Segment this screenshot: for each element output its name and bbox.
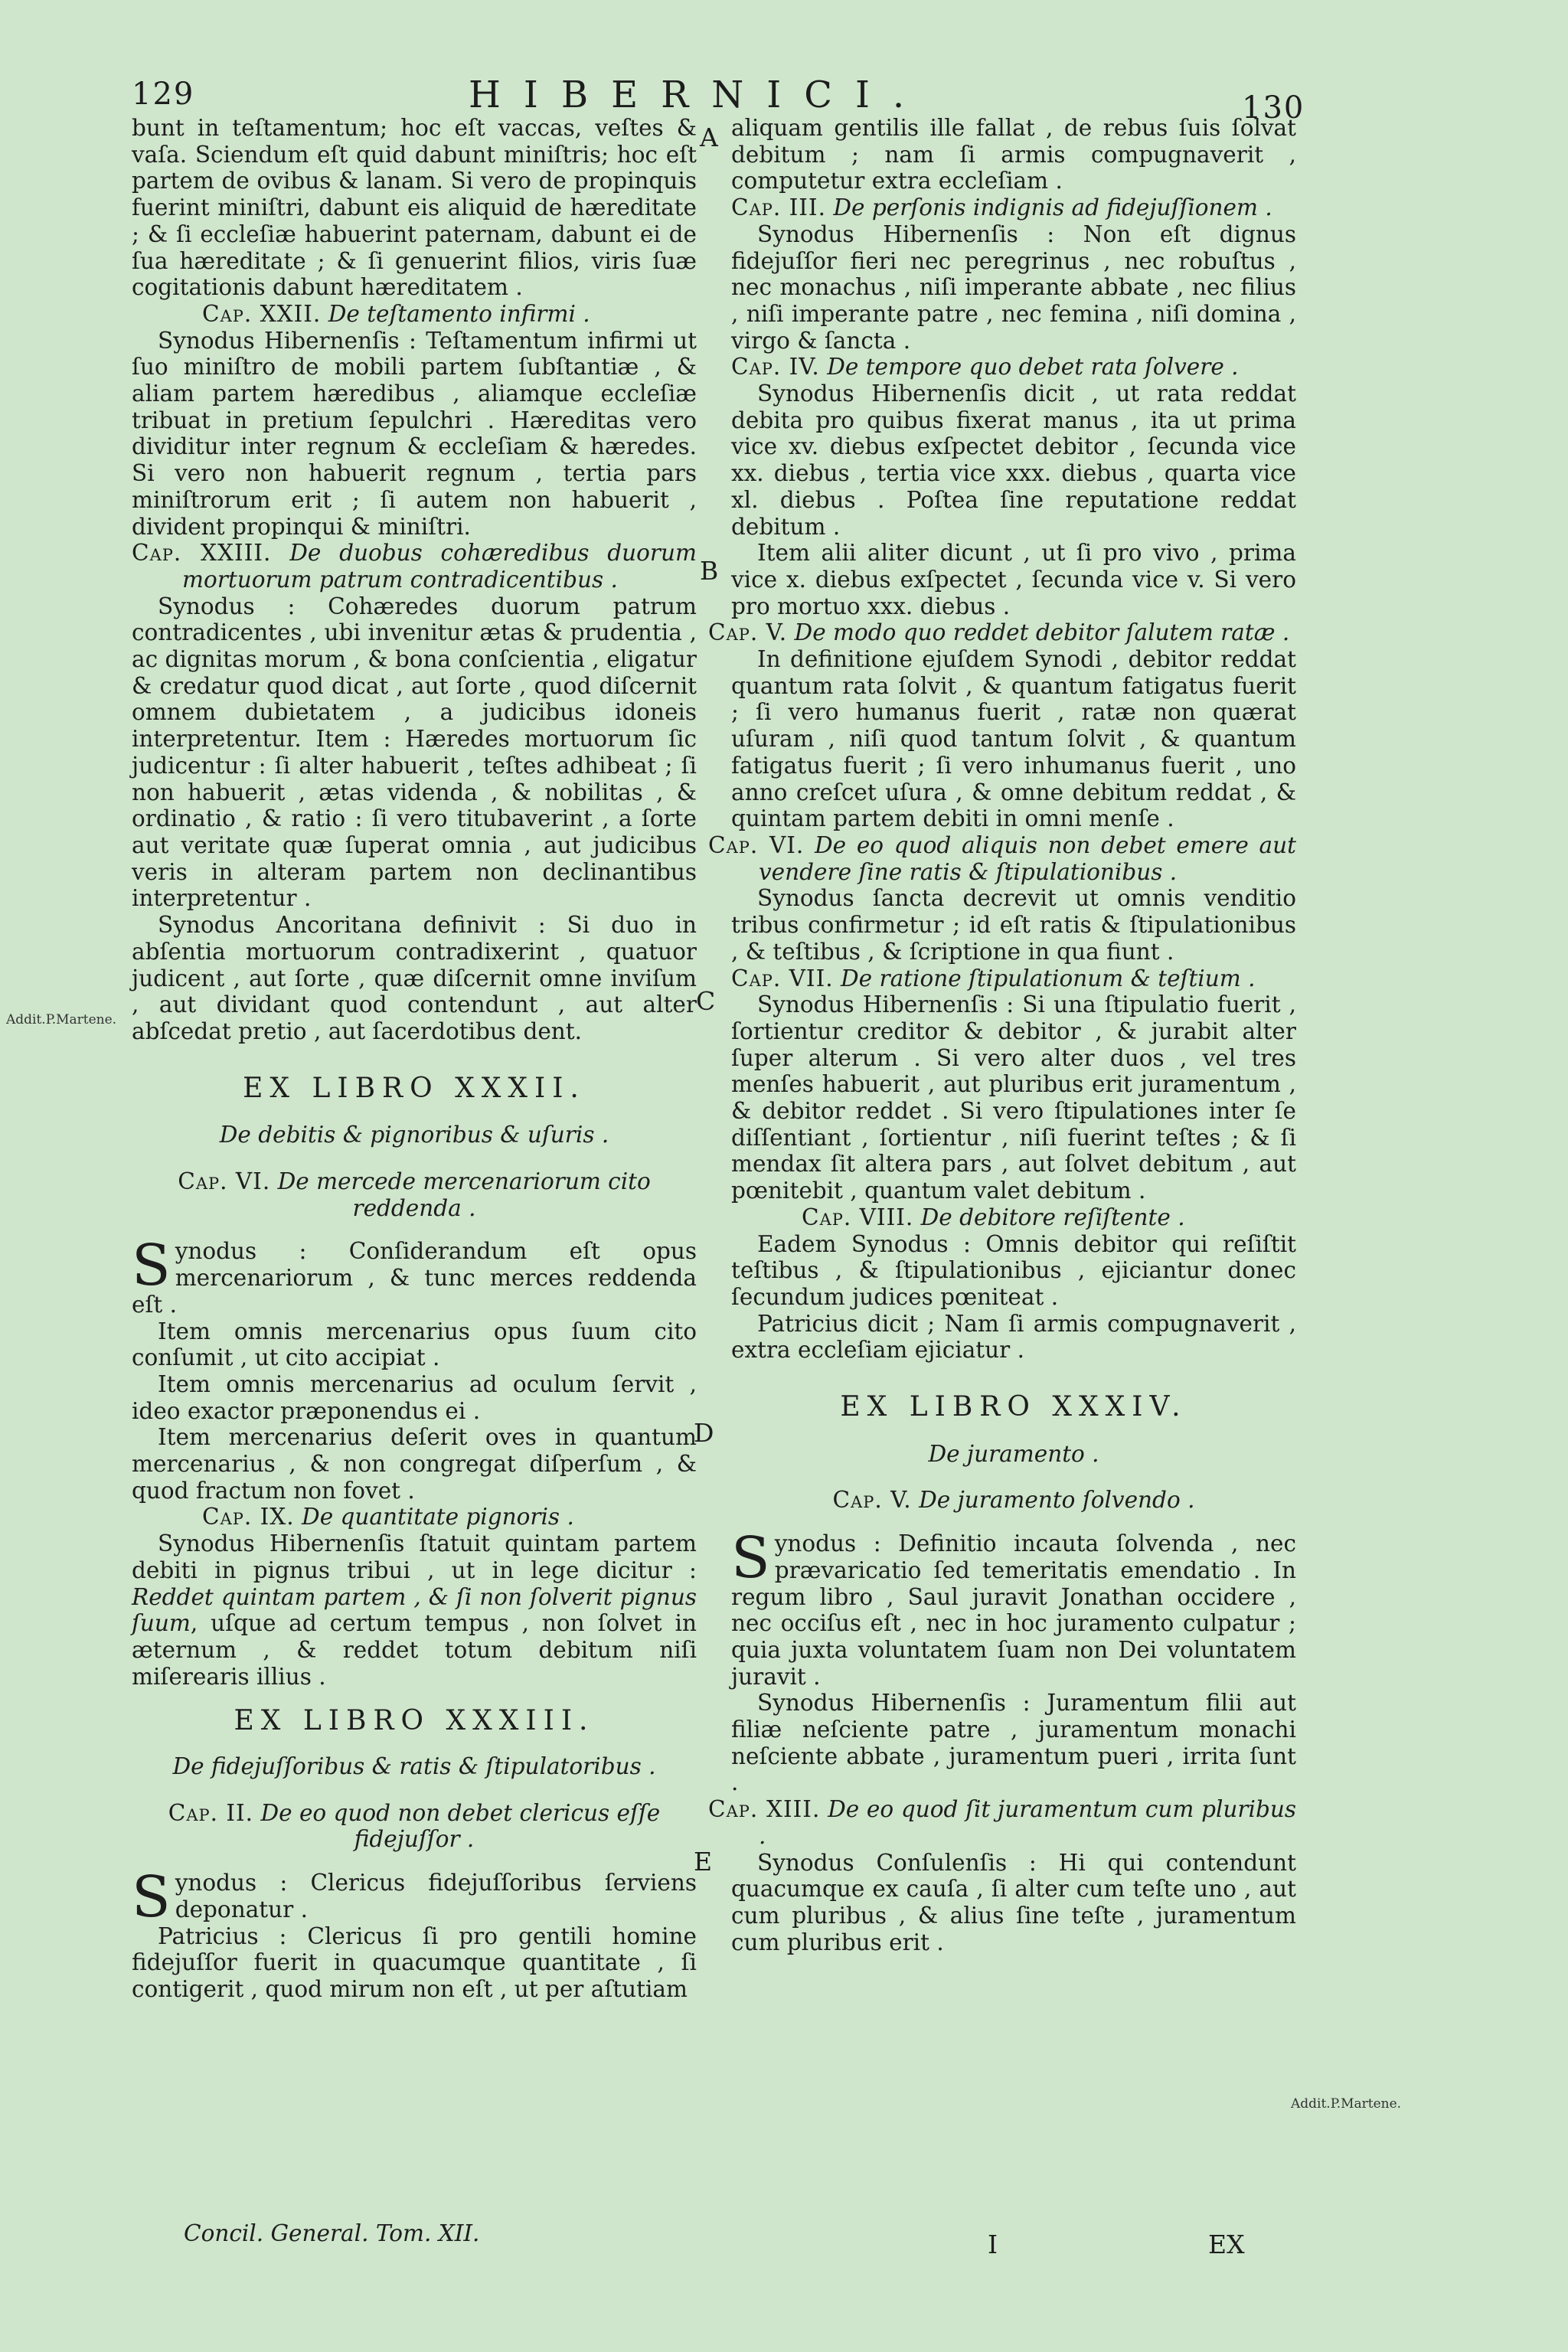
chapter-title: De teſtamento infirmi .	[328, 300, 590, 327]
chapter-heading	[132, 1800, 697, 1853]
chapter-heading	[132, 301, 697, 328]
paragraph: Item omnis mercenarius opus ſuum cito conſumit , ut cito accipiat .	[132, 1318, 697, 1371]
chapter-label: Cap. V.	[832, 1487, 912, 1514]
paragraph: Synodus Hibernenſis : Juramentum filii aut filiæ neſciente patre , juramentum monachi neſciente abbate , juramentum pueri , irrita ſunt .	[731, 1690, 1296, 1796]
margin-note-right: Addit.P.Martene.	[1291, 2096, 1402, 2112]
paragraph: Item mercenarius deſerit oves in quantum mercenarius , & non congregat diſperſum , & quod fractum non fovet .	[132, 1424, 697, 1504]
chapter-label: Cap. VI.	[708, 831, 805, 858]
paragraph	[132, 1530, 697, 1690]
chapter-heading	[708, 619, 1296, 646]
paragraph: Patricius dicit ; Nam ſi armis compugnaverit , extra eccleſiam ejiciatur .	[731, 1310, 1296, 1364]
chapter-heading	[731, 1204, 1296, 1231]
margin-note-left: Addit.P.Martene.	[6, 1012, 117, 1027]
paragraph: Item omnis mercenarius ad oculum ſervit , ideo exactor præponendus ei .	[132, 1370, 697, 1424]
section-marker-e: E	[694, 1847, 713, 1877]
chapter-heading	[132, 1168, 697, 1221]
chapter-title: De eo quod ſit juramentum cum pluribus .	[759, 1796, 1296, 1849]
right-column	[708, 115, 1296, 1955]
chapter-label: Cap. VIII.	[802, 1204, 914, 1230]
chapter-heading	[731, 1487, 1296, 1514]
paragraph-initial: Synodus : Definitio incauta ſolvenda , nec prævaricatio ſed temeritatis emendatio . In regum libro , Saul juravit Jonathan occidere , nec occiſus eſt , nec in hoc juramento culpatur ; quia juxta voluntatem ſuam non Dei voluntatem juravit .	[731, 1525, 1296, 1690]
paragraph: In definitione ejuſdem Synodi , debitor reddat quantum rata ſolvit , & quantum fatigatus fuerit ; ſi vero humanus fuerit , ratæ non quærat uſuram , niſi quod tantum ſolvit , & quantum fatigatus fuerit ; ſi vero inhumanus fuerit , uno anno creſcet uſura , & omne debitum reddat , & quintam partem debiti in omni menſe .	[731, 646, 1296, 832]
book-heading: EX LIBRO XXXIV.	[840, 1391, 1187, 1423]
chapter-heading	[731, 194, 1296, 221]
paragraph: Patricius : Clericus ſi pro gentili homine fidejuſſor fuerit in quacumque quantitate , ſi contigerit , quod mirum non eſt , ut per aſtutiam	[132, 1922, 697, 2002]
running-title: HIBERNICI.	[469, 74, 928, 116]
chapter-heading	[731, 965, 1296, 992]
section-marker-d: D	[694, 1418, 714, 1448]
book-heading: EX LIBRO XXXIII.	[234, 1705, 595, 1737]
section-marker-c: C	[696, 986, 716, 1016]
chapter-label: Cap. III.	[731, 194, 826, 221]
paragraph: Synodus Conſulenſis : Hi qui contendunt quacumque ex cauſa , ſi alter cum teſte uno , aut cum pluribus , & alius ſine teſte , juramentum cum pluribus erit .	[731, 1849, 1296, 1955]
chapter-title: De ratione ſtipulationum & teſtium .	[841, 965, 1256, 991]
signature-mark: I	[988, 2230, 998, 2259]
section-marker-a: A	[700, 122, 718, 152]
chapter-title: De modo quo reddet debitor ſalutem ratæ .	[794, 619, 1290, 646]
paragraph: Item alii aliter dicunt , ut ſi pro vivo , prima vice x. diebus exſpectet , ſecunda vice v. Si vero pro mortuo xxx. diebus .	[731, 540, 1296, 619]
catchword: EX	[1208, 2230, 1245, 2259]
chapter-heading	[708, 831, 1296, 885]
chapter-heading	[132, 1504, 697, 1530]
section-marker-b: B	[700, 556, 719, 586]
chapter-heading	[731, 354, 1296, 381]
chapter-label: Cap. XXIII.	[132, 540, 272, 567]
chapter-title: De perſonis indignis ad fidejuſſionem .	[833, 194, 1272, 221]
chapter-label: Cap. VI.	[178, 1168, 271, 1195]
book-subtitle: De debitis & pignoribus & uſuris .	[219, 1122, 609, 1148]
text-run: Synodus Hibernenſis ſtatuit quintam partem debiti in pignus tribui , ut in lege dicitur :	[132, 1530, 697, 1583]
paragraph-initial: Synodus : Conſiderandum eſt opus mercenariorum , & tunc merces reddenda eſt .	[132, 1233, 697, 1318]
chapter-title: De eo quod non debet clericus eſſe fidejuſſor .	[260, 1799, 661, 1853]
paragraph: Synodus ſancta decrevit ut omnis venditio tribus confirmetur ; id eſt ratis & ſtipulationibus , & teſtibus , & ſcriptione in qua fiunt .	[731, 885, 1296, 965]
paragraph: Synodus Ancoritana definivit : Si duo in abſentia mortuorum contradixerint , quatuor judicent , aut ſorte , quæ diſcernit omne inviſum , aut dividant quod contendunt , aut alter abſcedat pretio , aut ſacerdotibus dent.	[132, 912, 697, 1044]
chapter-heading	[708, 1796, 1296, 1849]
paragraph: Eadem Synodus : Omnis debitor qui reſiſtit teſtibus , & ſtipulationibus , ejiciantur donec ſecundum judices pœniteat .	[731, 1230, 1296, 1310]
chapter-title: De debitore reſiſtente .	[920, 1204, 1185, 1230]
chapter-label: Cap. IX.	[202, 1504, 295, 1530]
book-subtitle: De fidejuſſoribus & ratis & ſtipulatoribus .	[172, 1753, 656, 1780]
chapter-title: De mercede mercenariorum cito reddenda .	[277, 1168, 651, 1221]
paragraph: Synodus : Cohæredes duorum patrum contradicentes , ubi invenitur ætas & prudentia , ac dignitas morum , & bona conſcientia , eligatur & credatur quod dicat , aut ſorte , quod diſcernit omnem dubietatem , a judicibus idoneis interpretentur. Item : Hæredes mortuorum ſic judicentur : ſi alter habuerit , teſtes adhibeat ; ſi non habuerit , ætas videnda , & nobilitas , & ordinatio , & ratio : ſi vero titubaverint , a ſorte aut veritate quæ ſuperat omnia , aut judicibus veris in alteram partem non declinantibus interpretentur .	[132, 593, 697, 912]
paragraph: Synodus Hibernenſis : Non eſt dignus fidejuſſor fieri nec peregrinus , nec robuſtus , nec monachus , niſi imperante abbate , nec filius , niſi imperante patre , nec femina , niſi domina , virgo & ſancta .	[731, 220, 1296, 354]
paragraph: aliquam gentilis ille fallat , de rebus ſuis ſolvat debitum ; nam ſi armis compugnaverit , computetur extra eccleſiam .	[731, 115, 1296, 194]
chapter-label: Cap. IV.	[731, 354, 820, 381]
paragraph: bunt in teſtamentum; hoc eſt vaccas, veſtes & vaſa. Sciendum eſt quid dabunt miniſtris; hoc eſt partem de ovibus & lanam. Si vero de propinquis fuerint miniſtri, dabunt eis aliquid de hæreditate ; & ſi eccleſiæ habuerint paternam, dabunt ei de ſua hæreditate ; & ſi genuerint filios, viris ſuæ cogitationis dabunt hæreditatem .	[132, 115, 697, 301]
chapter-label: Cap. V.	[708, 619, 788, 646]
paragraph-initial: Synodus : Clericus fidejuſſoribus ſerviens deponatur .	[132, 1864, 697, 1931]
left-column	[132, 115, 697, 2003]
book-subtitle: De juramento .	[928, 1440, 1099, 1467]
chapter-heading	[132, 540, 697, 593]
chapter-title: De quantitate pignoris .	[302, 1504, 574, 1530]
quotation: Reddet quintam partem , & ſi non ſolverit pignus ſuum	[132, 1583, 697, 1637]
page-number-left: 129	[132, 77, 195, 112]
book-heading: EX LIBRO XXXII.	[243, 1072, 586, 1104]
paragraph: Synodus Hibernenſis : Si una ſtipulatio fuerit , ſortientur creditor & debitor , & jurabit alter ſuper alterum . Si vero alter duos , vel tres menſes habuerit , aut pluribus erit juramentum , & debitor reddet . Si vero ſtipulationes inter ſe diſſentiant , ſortientur , niſi fuerint teſtes ; & ſi mendax ſit altera pars , aut ſolvet debitum , aut pœnitebit , quantum valet debitum .	[731, 991, 1296, 1204]
chapter-label: Cap. XIII.	[708, 1796, 821, 1823]
paragraph: Synodus Hibernenſis : Teſtamentum infirmi ut ſuo miniſtro de mobili partem ſubſtantiæ , & aliam partem hæredibus , aliamque eccleſiæ tribuat in pretium ſepulchri . Hæreditas vero dividitur inter regnum & eccleſiam & hæredes. Si vero non habuerit regnum , tertia pars miniſtrorum erit ; ſi autem non habuerit , divident propinqui & miniſtri.	[132, 327, 697, 540]
text-run: , uſque ad certum tempus , non ſolvet in æternum , & reddet totum debitum niſi miſerearis illius .	[132, 1610, 697, 1690]
paragraph: Synodus Hibernenſis dicit , ut rata reddat debita pro quibus fixerat manus , ita ut prima vice xv. diebus exſpectet debitor , ſecunda vice xx. diebus , tertia vice xxx. diebus , quarta vice xl. diebus . Poſtea ſine reputatione reddat debitum .	[731, 381, 1296, 540]
imprint-line: Concil. General. Tom. XII.	[184, 2220, 480, 2246]
chapter-label: Cap. XXII.	[202, 300, 322, 327]
page-number-right: 130	[1242, 90, 1305, 126]
chapter-title: De tempore quo debet rata ſolvere .	[827, 354, 1239, 381]
chapter-label: Cap. VII.	[731, 965, 834, 991]
chapter-title: De juramento ſolvendo .	[919, 1487, 1195, 1514]
chapter-title: De eo quod aliquis non debet emere aut vendere ſine ratis & ſtipulationibus .	[759, 831, 1296, 885]
chapter-label: Cap. II.	[168, 1799, 254, 1826]
chapter-title: De duobus cohæredibus duorum mortuorum patrum contradicentibus .	[182, 540, 697, 593]
